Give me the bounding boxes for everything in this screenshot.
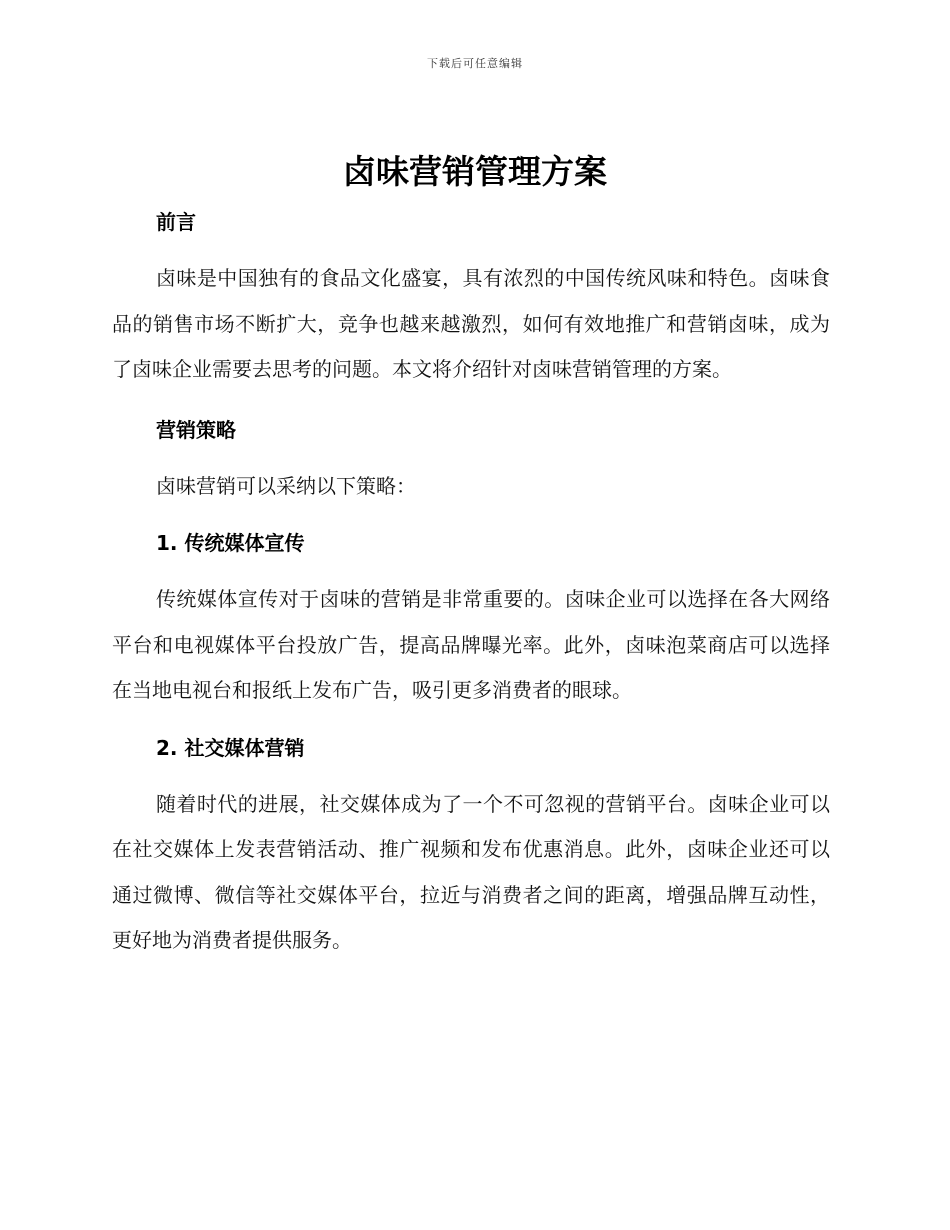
heading-preface: 前言 (156, 210, 196, 234)
paragraph-preface: 卤味是中国独有的食品文化盛宴，具有浓烈的中国传统风味和特色。卤味食品的销售市场不断扩大，竞争也越来越激烈，如何有效地推广和营销卤味，成为了卤味企业需要去思考的问题。本文将介绍针对卤味营销管理的方案。 (112, 266, 830, 381)
header-note: 下载后可任意编辑 (427, 57, 523, 70)
heading-social-media: 2. 社交媒体营销 (156, 735, 305, 760)
heading-traditional-media: 1. 传统媒体宣传 (156, 531, 305, 555)
paragraph-traditional-media: 传统媒体宣传对于卤味的营销是非常重要的。卤味企业可以选择在各大网络平台和电视媒体平台投放广告，提高品牌曝光率。此外，卤味泡菜商店可以选择在当地电视台和报纸上发布广告，吸引更多消费者的眼球。 (112, 587, 830, 702)
paragraph-social-media: 随着时代的进展，社交媒体成为了一个不可忽视的营销平台。卤味企业可以在社交媒体上发表营销活动、推广视频和发布优惠消息。此外，卤味企业还可以通过微博、微信等社交媒体平台，拉近与消费者之间的距离，增强品牌互动性，更好地为消费者提供服务。 (112, 791, 830, 952)
heading-strategy: 营销策略 (156, 417, 236, 442)
paragraph-strategy-intro: 卤味营销可以采纳以下策略： (156, 473, 416, 498)
document-title: 卤味营销管理方案 (343, 152, 607, 191)
document-body (112, 200, 830, 964)
